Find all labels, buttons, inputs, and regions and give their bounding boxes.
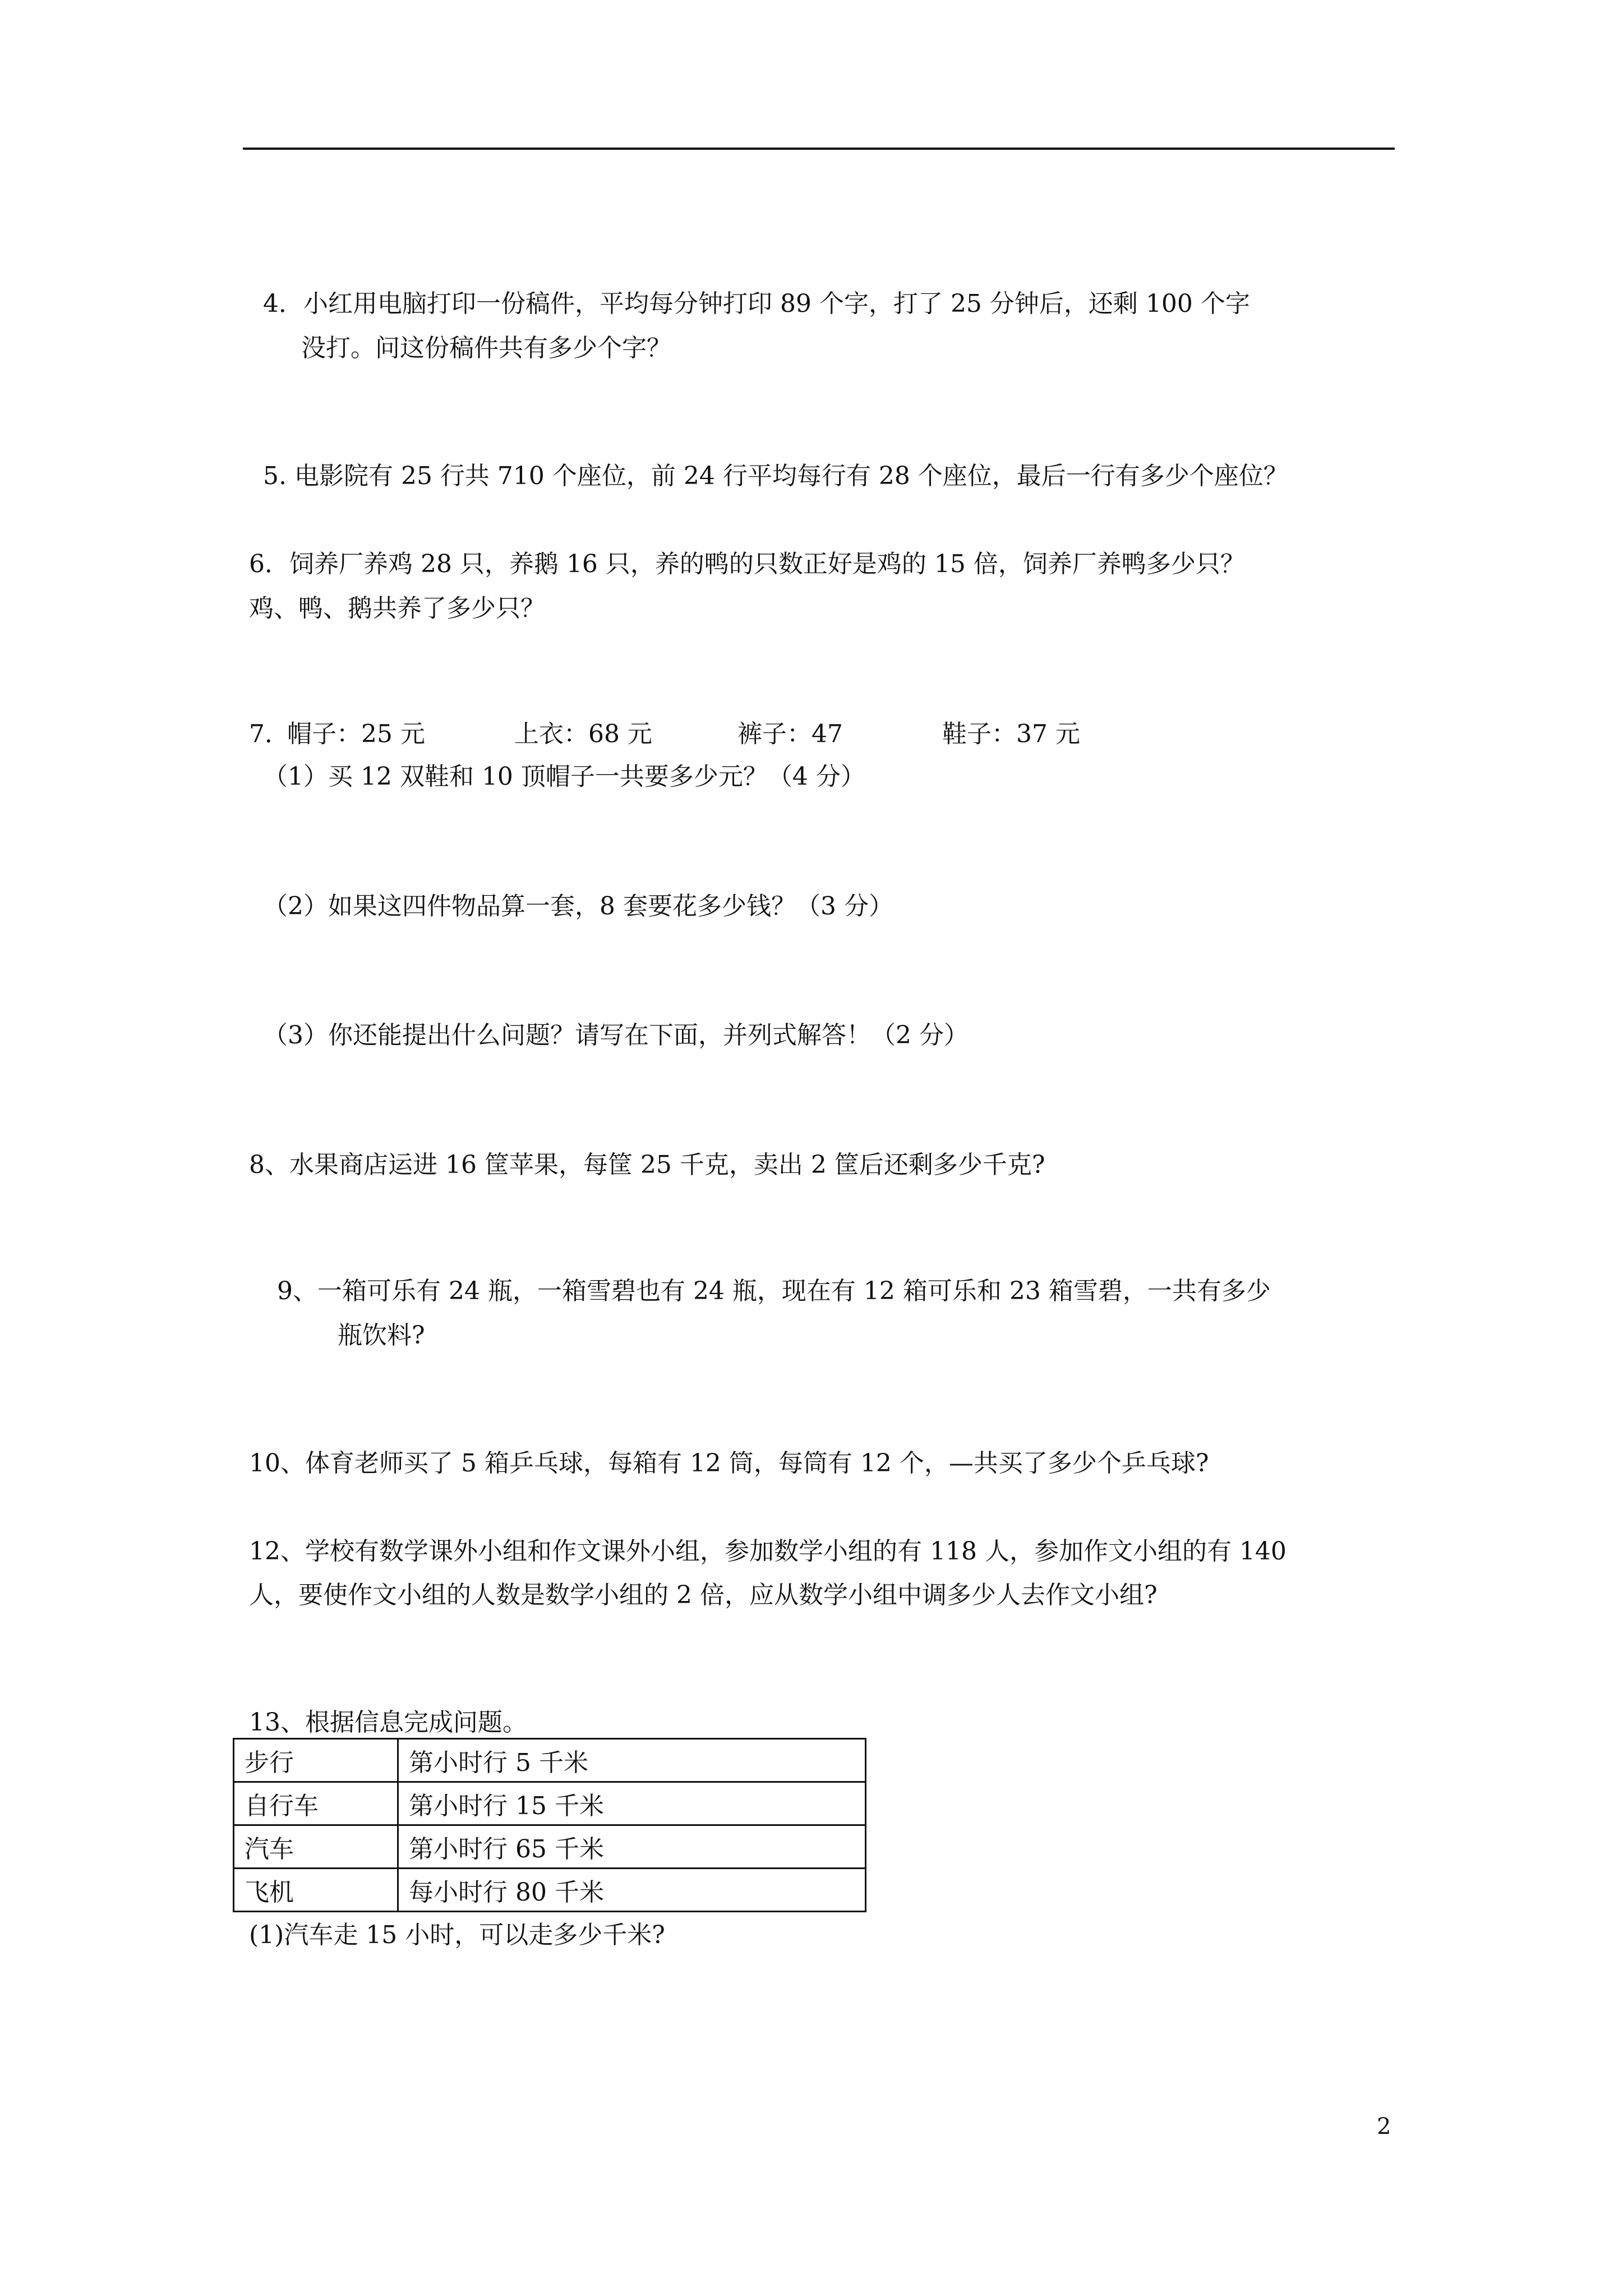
question-7-sub-1: （1）买 12 双鞋和 10 顶帽子一共要多少元？（4 分） [263,762,865,791]
page-number: 2 [1377,2114,1391,2139]
table-row [234,1825,866,1869]
table-row [234,1869,866,1912]
question-13-title: 13、根据信息完成问题。 [249,1708,527,1737]
speed-cell: 第小时行 15 千米 [398,1782,866,1825]
question-12-line-1: 12、学校有数学课外小组和作文课外小组，参加数学小组的有 118 人，参加作文小组的有 140 [249,1537,1287,1566]
question-4-line-1: 4．小红用电脑打印一份稿件，平均每分钟打印 89 个字，打了 25 分钟后，还剩 100 个字 [263,289,1250,318]
question-7-sub-3: （3）你还能提出什么问题？请写在下面，并列式解答！（2 分） [263,1021,969,1050]
mode-cell: 汽车 [234,1825,398,1869]
question-7-item-shoes: 鞋子：37 元 [942,720,1080,748]
question-6-line-1: 6．饲养厂养鸡 28 只，养鹅 16 只，养的鸭的只数正好是鸡的 15 倍，饲养厂养鸭多少只？ [249,550,1245,578]
travel-speed-table [233,1738,866,1912]
mode-cell: 自行车 [234,1782,398,1825]
question-4-line-2: 没打。问这份稿件共有多少个字？ [301,334,671,362]
header-rule [243,148,1395,150]
question-9-line-1: 9、一箱可乐有 24 瓶，一箱雪碧也有 24 瓶，现在有 12 箱可乐和 23 箱雪碧，一共有多少 [277,1277,1271,1305]
question-7-item-hat: 帽子：25 元 [287,720,425,748]
question-8: 8、水果商店运进 16 筐苹果，每筐 25 千克，卖出 2 筐后还剩多少千克? [249,1151,1045,1179]
question-12-line-2: 人，要使作文小组的人数是数学小组的 2 倍，应从数学小组中调多少人去作文小组? [249,1581,1158,1609]
speed-cell: 每小时行 80 千米 [398,1869,866,1912]
question-13-sub-1: (1)汽车走 15 小时，可以走多少千米? [249,1921,665,1949]
question-7-prefix: 7． [249,720,289,748]
question-5: 5. 电影院有 25 行共 710 个座位，前 24 行平均每行有 28 个座位，最后一行有多少个座位？ [263,462,1288,490]
speed-cell: 第小时行 65 千米 [398,1825,866,1869]
table-row [234,1739,866,1782]
question-7-sub-2: （2）如果这四件物品算一套，8 套要花多少钱？（3 分） [263,892,893,921]
table-row [234,1782,866,1825]
speed-cell: 第小时行 5 千米 [398,1739,866,1782]
question-6-line-2: 鸡、鸭、鹅共养了多少只？ [249,594,545,623]
question-9-line-2: 瓶饮料? [338,1321,425,1350]
mode-cell: 飞机 [234,1869,398,1912]
question-7-item-pants: 裤子：47 [737,720,843,748]
mode-cell: 步行 [234,1739,398,1782]
question-10: 10、体育老师买了 5 箱乒乓球，每箱有 12 筒，每筒有 12 个，—共买了多少个乒乓球? [249,1449,1209,1478]
question-7-item-jacket: 上衣：68 元 [514,720,652,748]
